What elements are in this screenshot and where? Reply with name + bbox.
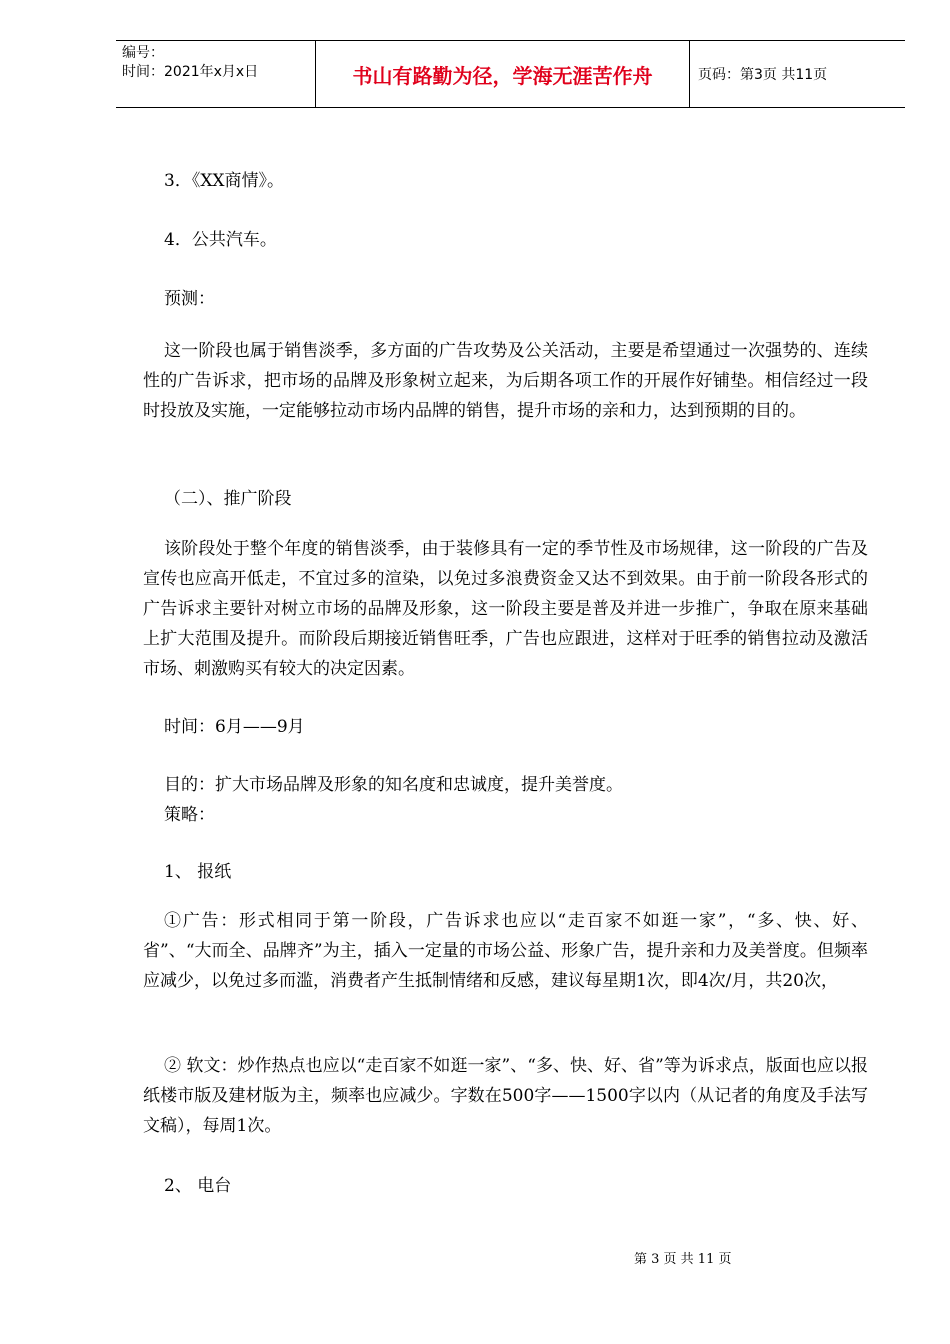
section-title: （二）、推广阶段 xyxy=(164,489,292,509)
strategy-label: 策略： xyxy=(164,805,215,825)
forecast-paragraph: 这一阶段也属于销售淡季，多方面的广告攻势及公关活动，主要是希望通过一次强势的、连续性的广告诉求，把市场的品牌及形象树立起来，为后期各项工作的开展作好铺垫。相信经过一段时投放及实施，一定能够拉动市场内品牌的销售，提升市场的亲和力，达到预期的目的。 xyxy=(143,341,868,421)
header-page-label: 页码：第3页 共11页 xyxy=(698,67,828,83)
page-header xyxy=(116,40,905,108)
header-motto: 书山有路勤为径，学海无涯苦作舟 xyxy=(316,41,690,107)
date-label: 时间：2021年x月x日 xyxy=(122,64,259,80)
header-info-cell xyxy=(116,41,316,107)
section-paragraph: 该阶段处于整个年度的销售淡季，由于装修具有一定的季节性及市场规律，这一阶段的广告及宣传也应高开低走，不宜过多的渲染，以免过多浪费资金又达不到效果。由于前一阶段各形式的广告诉求主要针对树立市场的品牌及形象，这一阶段主要是普及并进一步推广，争取在原来基础上扩大范围及提升。而阶段后期接近销售旺季，广告也应跟进，这样对于旺季的销售拉动及激活市场、刺激购买有较大的决定因素。 xyxy=(143,539,868,679)
ad-paragraph: ①广告：形式相同于第一阶段，广告诉求也应以“走百家不如逛一家”，“多、快、好、省”、“大而全、品牌齐”为主，插入一定量的市场公益、形象广告，提升亲和力及美誉度。但频率应减少，以免过多而滥，消费者产生抵制情绪和反感，建议每星期1次，即4次/月，共20次， xyxy=(143,911,868,991)
list-item-4: 4．公共汽车。 xyxy=(164,230,277,250)
serial-label: 编号： xyxy=(122,45,164,61)
forecast-label: 预测： xyxy=(164,289,215,309)
list-item-3: 3．《XX商情》。 xyxy=(164,171,285,191)
radio-title: 2、 电台 xyxy=(164,1176,232,1196)
soft-article-paragraph: ② 软文：炒作热点也应以“走百家不如逛一家”、“多、快、好、省”等为诉求点，版面也应以报纸楼市版及建材版为主，频率也应减少。字数在500字——1500字以内（从记者的角度及手法写文稿），每周1次。 xyxy=(143,1056,868,1136)
purpose-line: 目的：扩大市场品牌及形象的知名度和忠诚度，提升美誉度。 xyxy=(164,775,623,795)
newspaper-title: 1、 报纸 xyxy=(164,862,232,882)
page-footer: 第 3 页 共 11 页 xyxy=(634,1252,732,1267)
time-line: 时间：6月——9月 xyxy=(164,717,305,737)
